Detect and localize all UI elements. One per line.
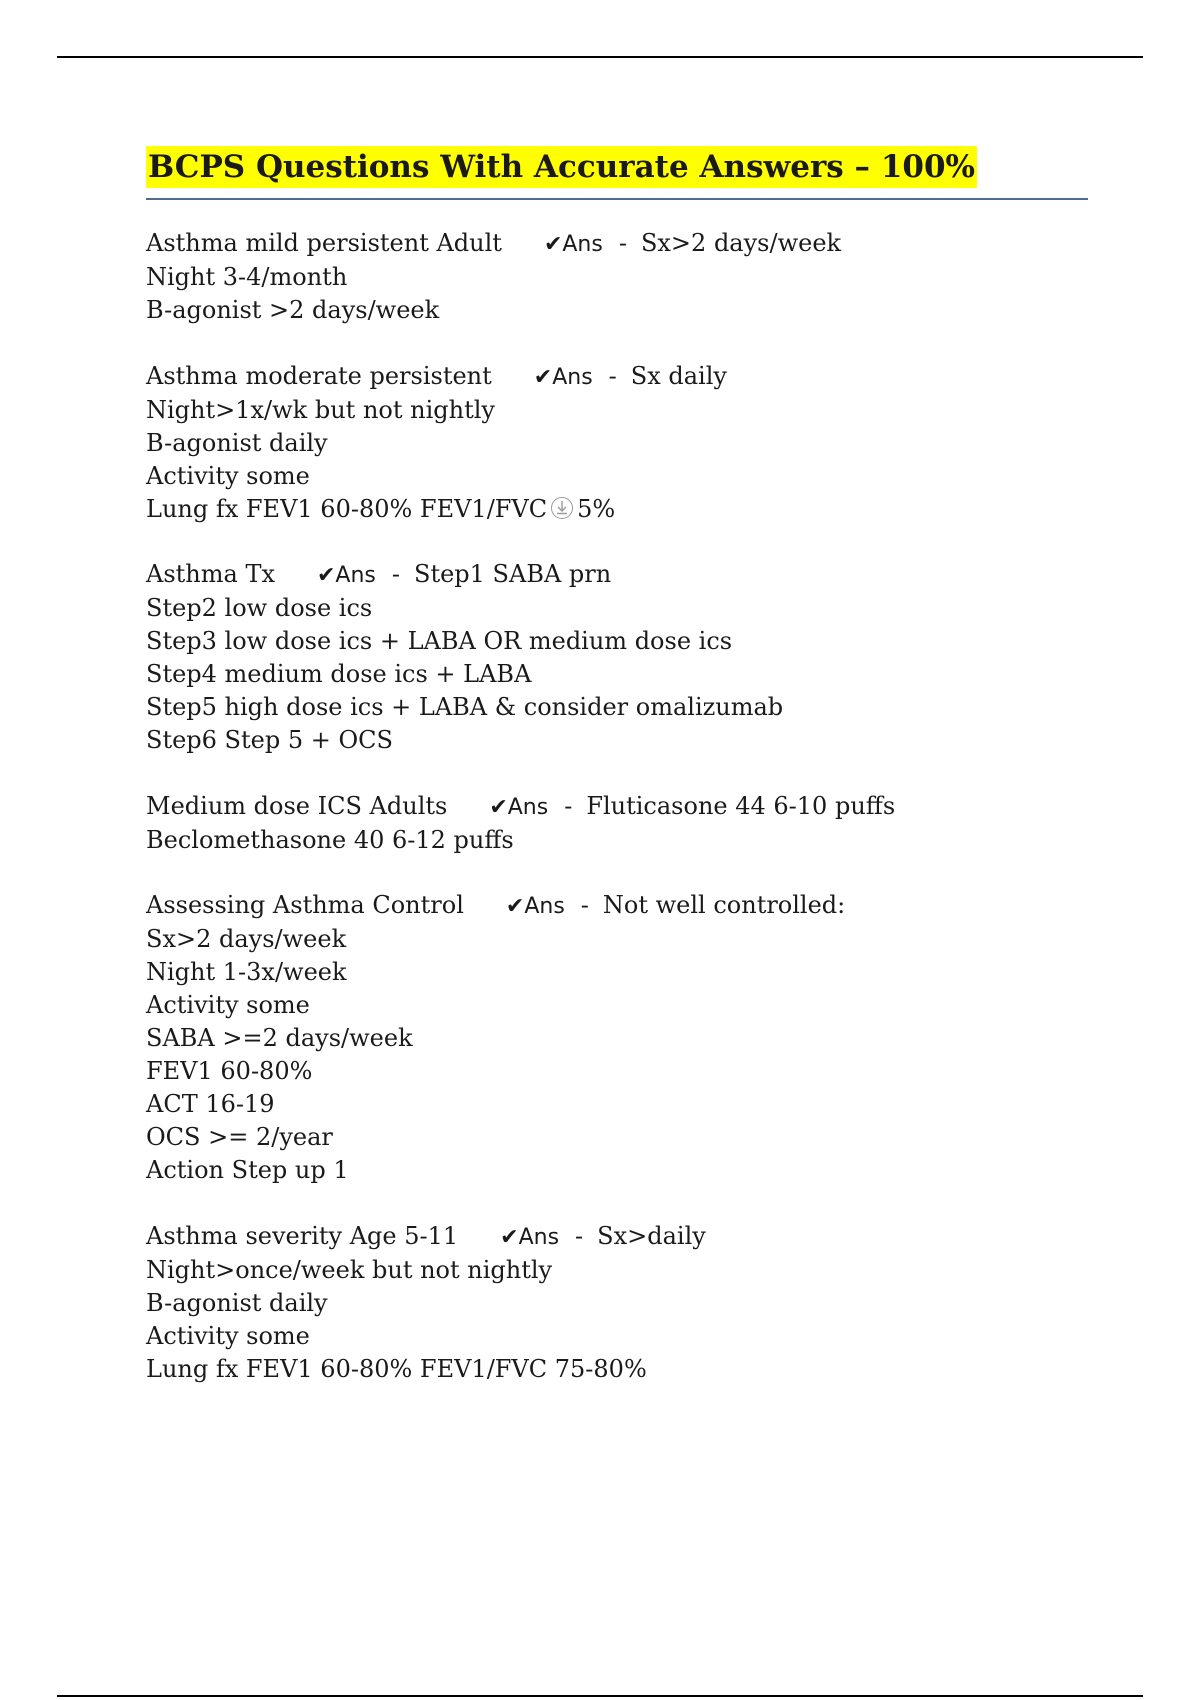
- answer-line: Night>once/week but not nightly: [146, 1255, 553, 1284]
- answer-line: OCS >= 2/year: [146, 1123, 333, 1151]
- question-line: [146, 889, 1146, 923]
- answer-line: Activity some: [146, 1321, 310, 1350]
- answer-line: FEV1 60-80%: [146, 1057, 313, 1085]
- question-line: [146, 1220, 1146, 1254]
- flashcard: [146, 790, 1146, 857]
- answer-line: B-agonist daily: [146, 428, 328, 457]
- answer-line-fev: [146, 493, 1146, 526]
- answer-line: Activity some: [146, 991, 310, 1019]
- answer-line: Step5 high dose ics + LABA & consider omalizumab: [146, 693, 784, 721]
- answer-line: Night 1-3x/week: [146, 958, 347, 986]
- answer-separator: -: [575, 1221, 584, 1250]
- answer-first-line: Sx>daily: [597, 1221, 706, 1250]
- answer-first-line: Not well controlled:: [602, 891, 846, 919]
- page-title: BCPS Questions With Accurate Answers – 100%: [146, 146, 977, 188]
- answer-marker: ✔Ans: [489, 794, 549, 820]
- answer-line: Step2 low dose ics: [146, 594, 373, 622]
- answer-first-line: Sx>2 days/week: [640, 229, 842, 257]
- answer-line: Sx>2 days/week: [146, 925, 347, 953]
- answer-marker: ✔Ans: [543, 232, 603, 257]
- question-text: Asthma severity Age 5-11: [146, 1221, 459, 1250]
- answer-marker: ✔Ans: [317, 563, 376, 588]
- answer-marker: ✔Ans: [505, 894, 565, 919]
- answer-separator: -: [391, 560, 400, 588]
- answer-separator: -: [618, 229, 627, 257]
- question-text: Asthma moderate persistent: [146, 361, 492, 390]
- answer-separator: -: [580, 891, 589, 919]
- flashcard: [146, 558, 1146, 757]
- answer-line: Step6 Step 5 + OCS: [146, 726, 393, 754]
- answer-separator: -: [564, 791, 573, 820]
- question-line: [146, 790, 1146, 824]
- page-top-rule: [57, 56, 1143, 58]
- question-line: [146, 227, 1146, 261]
- answer-line: Step3 low dose ics + LABA OR medium dose ics: [146, 627, 733, 655]
- answer-line: B-agonist >2 days/week: [146, 296, 440, 324]
- flashcard: [146, 1220, 1146, 1386]
- page-bottom-rule: [57, 1695, 1143, 1697]
- answer-first-line: Sx daily: [630, 361, 727, 390]
- answer-line: Action Step up 1: [146, 1156, 349, 1184]
- question-line: [146, 360, 1146, 394]
- answer-first-line: Fluticasone 44 6-10 puffs: [586, 791, 896, 820]
- answer-separator: -: [608, 361, 617, 390]
- answer-line: Lung fx FEV1 60-80% FEV1/FVC 75-80%: [146, 1354, 647, 1383]
- answer-marker: ✔Ans: [500, 1224, 560, 1250]
- answer-first-line: Step1 SABA prn: [414, 560, 612, 588]
- answer-marker: ✔Ans: [533, 364, 593, 390]
- question-text: Asthma mild persistent Adult: [146, 229, 502, 257]
- answer-line: B-agonist daily: [146, 1288, 328, 1317]
- flashcard: [146, 227, 1146, 327]
- question-line: [146, 558, 1146, 592]
- answer-line: Activity some: [146, 461, 310, 490]
- answer-line: SABA >=2 days/week: [146, 1024, 413, 1052]
- flashcard: [146, 889, 1146, 1187]
- question-text: Assessing Asthma Control: [146, 891, 464, 919]
- fev-text-before: Lung fx FEV1 60-80% FEV1/FVC: [146, 494, 548, 523]
- flashcard: [146, 360, 1146, 526]
- answer-line: ACT 16-19: [146, 1090, 275, 1118]
- fev-text-after: 5%: [577, 494, 616, 523]
- answer-line: Night>1x/wk but not nightly: [146, 395, 495, 424]
- decrease-arrow-icon: [551, 497, 573, 519]
- answer-line: Step4 medium dose ics + LABA: [146, 660, 532, 688]
- flashcard-list: [146, 227, 1146, 1418]
- title-block: [146, 146, 1088, 200]
- answer-line: Night 3-4/month: [146, 263, 348, 291]
- question-text: Medium dose ICS Adults: [146, 791, 448, 820]
- answer-line: Beclomethasone 40 6-12 puffs: [146, 825, 514, 854]
- question-text: Asthma Tx: [146, 560, 275, 588]
